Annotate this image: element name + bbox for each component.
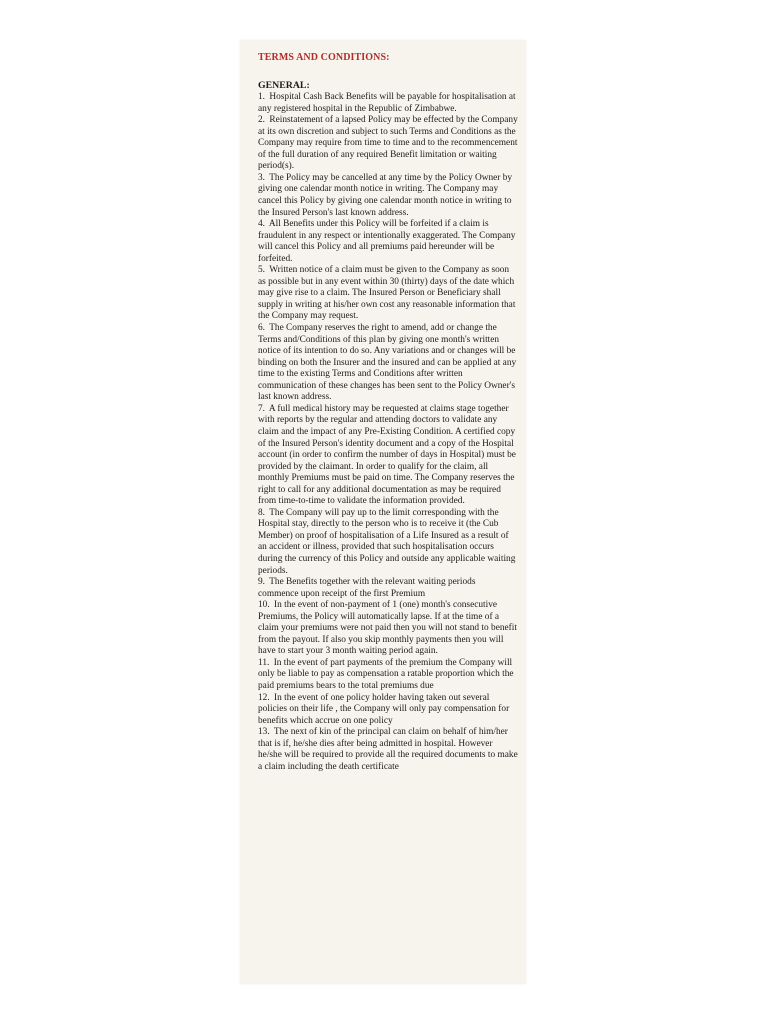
clause-2 bbox=[258, 115, 518, 173]
clause-6 bbox=[258, 323, 518, 404]
clause-number: 6. bbox=[258, 323, 266, 334]
clause-text: All Benefits under this Policy will be forfeited if a claim is fraudulent in any respect or intentionally exaggerated. The Company will cancel this Policy and all premiums paid hereunder will be forfeited. bbox=[258, 219, 516, 264]
clause-text: In the event of non-payment of 1 (one) month's consecutive Premiums, the Policy will automatically lapse. If at the time of a claim your premiums were not paid then you will not stand to benefit from the payout. If also you skip monthly payments then you will have to start your 3 month waiting period again. bbox=[258, 600, 517, 657]
clause-13 bbox=[258, 727, 518, 773]
clause-4 bbox=[258, 219, 518, 265]
clause-number: 11. bbox=[258, 657, 270, 668]
clause-text: In the event of one policy holder having taken out several policies on their life , the Company will only pay compensation for benefits which accrue on one policy bbox=[258, 692, 510, 726]
clause-number: 7. bbox=[258, 403, 266, 414]
clause-number: 4. bbox=[258, 219, 266, 230]
clause-1 bbox=[258, 92, 518, 115]
clause-11 bbox=[258, 658, 518, 693]
clause-text: In the event of part payments of the premium the Company will only be liable to pay as compensation a ratable proportion which the paid premiums bears to the total premiums due bbox=[258, 657, 514, 691]
section-heading-general: GENERAL: bbox=[258, 79, 310, 91]
clause-text: Written notice of a claim must be given to the Company as soon as possible but in any event within 30 (thirty) days of the date which may give rise to a claim. The Insured Person or Beneficiary shall supply in writing at his/her own cost any reasonable information that the Company may request. bbox=[258, 265, 516, 322]
clause-number: 3. bbox=[258, 172, 266, 183]
clause-7 bbox=[258, 404, 518, 508]
clause-list bbox=[258, 92, 518, 773]
clause-5 bbox=[258, 265, 518, 323]
document-title: TERMS AND CONDITIONS: bbox=[258, 52, 390, 63]
clause-number: 2. bbox=[258, 115, 266, 126]
clause-text: The next of kin of the principal can claim on behalf of him/her that is if, he/she dies after being admitted in hospital. However he/she will be required to provide all the required documents to make a claim including the death certificate bbox=[258, 727, 518, 772]
document-page bbox=[240, 40, 526, 984]
clause-number: 8. bbox=[258, 507, 266, 518]
clause-12 bbox=[258, 693, 518, 728]
clause-text: The Policy may be cancelled at any time by the Policy Owner by giving one calendar month notice in writing. The Company may cancel this Policy by giving one calendar month notice in writing to the Insured Person's last known address. bbox=[258, 172, 513, 218]
clause-number: 9. bbox=[258, 577, 266, 588]
clause-text: Hospital Cash Back Benefits will be payable for hospitalisation at any registered hospital in the Republic of Zimbabwe. bbox=[258, 92, 516, 114]
clause-3 bbox=[258, 173, 518, 219]
clause-text: The Company reserves the right to amend, add or change the Terms and/Conditions of this plan by giving one month's written notice of its intention to do so. Any variations and or changes will be binding on both the Insurer and the insured and can be applied at any time to the existing Terms and Conditions after written communication of these changes has been sent to the Policy Owner's last known address. bbox=[258, 323, 517, 403]
clause-10 bbox=[258, 600, 518, 658]
clause-8 bbox=[258, 508, 518, 577]
document-content bbox=[258, 52, 518, 773]
clause-number: 13. bbox=[258, 727, 270, 738]
clause-number: 10. bbox=[258, 600, 270, 611]
clause-9 bbox=[258, 577, 518, 600]
clause-text: The Company will pay up to the limit corresponding with the Hospital stay, directly to the person who is to receive it (the Cub Member) on proof of hospitalisation of a Life Insured as a result of an accident or illness, provided that such hospitalisation occurs during the currency of this Policy and outside any applicable waiting periods. bbox=[258, 507, 516, 576]
clause-number: 12. bbox=[258, 692, 270, 703]
clause-number: 1. bbox=[258, 92, 266, 103]
clause-text: Reinstatement of a lapsed Policy may be effected by the Company at its own discretion and subject to such Terms and Conditions as the Company may require from time to time and to the recommencement of the full duration of any required Benefit limitation or waiting period(s). bbox=[258, 115, 518, 172]
clause-text: A full medical history may be requested at claims stage together with reports by the regular and attending doctors to validate any claim and the impact of any Pre-Existing Condition. A certified copy of the Insured Person's identity document and a copy of the Hospital account (in order to confirm the number of days in Hospital) must be provided by the claimant. In order to qualify for the claim, all monthly Premiums must be paid on time. The Company reserves the right to call for any additional documentation as may be required from time-to-time to validate the information provided. bbox=[258, 403, 516, 507]
clause-number: 5. bbox=[258, 265, 266, 276]
clause-text: The Benefits together with the relevant waiting periods commence upon receipt of the first Premium bbox=[258, 577, 476, 599]
